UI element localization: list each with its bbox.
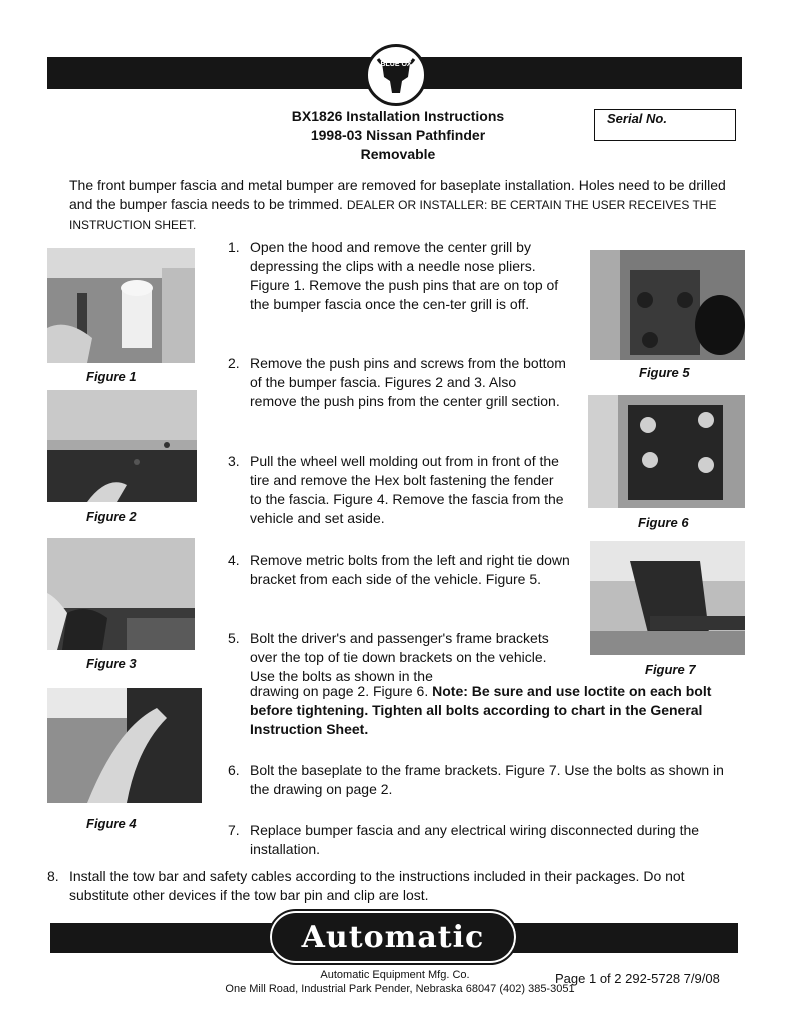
step-5-cont-text: drawing on page 2. Figure 6.: [250, 683, 429, 699]
step-4: [228, 551, 573, 609]
step-5-note: Note: Be sure and use loctite on each bolt before tightening. Tighten all bolts according to chart in the General Instruction Sheet.: [250, 683, 712, 737]
intro-text: The front bumper fascia and metal bumper are removed for baseplate installation. Holes need to be drilled and the bumper fascia needs to be trimmed.: [69, 177, 726, 212]
serial-number-box: [594, 109, 736, 141]
figure-7-caption: Figure 7: [645, 662, 696, 677]
step-2-text: Remove the push pins and screws from the bottom of the bumper fascia. Figures 2 and 3. Also remove the push pins from the center grill section.: [250, 355, 566, 409]
figure-3-caption: Figure 3: [86, 656, 137, 671]
title-line-2: 1998-03 Nissan Pathfinder: [310, 127, 486, 143]
step-5-text: Bolt the driver's and passenger's frame brackets over the top of tie down brackets on the vehicle. Use the bolts as shown in the: [250, 630, 549, 684]
step-3-number: 3.: [228, 453, 240, 469]
step-7: [228, 821, 728, 861]
figure-6-caption: Figure 6: [638, 515, 689, 530]
step-5-number: 5.: [228, 630, 240, 646]
automatic-logo-text: Automatic: [301, 920, 485, 955]
footer-address: One Mill Road, Industrial Park Pender, Nebraska 68047 (402) 385-3051: [225, 983, 575, 995]
footer-company: Automatic Equipment Mfg. Co.: [320, 969, 470, 981]
figure-6-photo: [588, 395, 745, 508]
step-1-number: 1.: [228, 239, 240, 255]
step-7-number: 7.: [228, 822, 240, 838]
figure-3-photo: [47, 538, 195, 650]
step-6-number: 6.: [228, 762, 240, 778]
intro-paragraph: [69, 176, 745, 235]
figure-4-caption: Figure 4: [86, 816, 137, 831]
figure-7-photo: [590, 541, 745, 655]
step-6: [228, 761, 728, 801]
step-1-text: Open the hood and remove the center grill by depressing the clips with a needle nose pliers. Figure 1. Remove the push pins that are on top of the bumper fascia once the cen-ter grill is off.: [250, 239, 559, 312]
step-5: [228, 629, 558, 687]
step-4-number: 4.: [228, 552, 240, 568]
step-4-text: Remove metric bolts from the left and right tie down bracket from each side of the vehicle. Figure 5.: [250, 552, 570, 587]
figure-2-caption: Figure 2: [86, 509, 137, 524]
intro-notice: DEALER OR INSTALLER: BE CERTAIN THE USER RECEIVES THE INSTRUCTION SHEET.: [69, 198, 717, 232]
title-line-1: BX1826 Installation Instructions: [291, 108, 505, 124]
step-6-text: Bolt the baseplate to the frame brackets. Figure 7. Use the bolts as shown in the drawing on page 2.: [250, 762, 724, 797]
step-3: [228, 452, 568, 528]
step-7-text: Replace bumper fascia and any electrical wiring disconnected during the installation.: [250, 822, 700, 857]
step-5-continued: [250, 682, 750, 739]
automatic-logo: [270, 911, 516, 963]
logo-text: BLUE OX: [380, 61, 412, 68]
figure-1-photo: [47, 248, 195, 363]
figure-4-photo: [47, 688, 202, 803]
figure-1-caption: Figure 1: [86, 369, 137, 384]
figure-2-photo: [47, 390, 197, 502]
title-line-3: Removable: [360, 146, 436, 162]
step-2-number: 2.: [228, 355, 240, 371]
blue-ox-logo: [365, 44, 427, 106]
step-8-number: 8.: [47, 868, 59, 884]
step-3-text: Pull the wheel well molding out from in front of the tire and remove the Hex bolt fastening the fender to the fascia. Figure 4. Remove the fascia from the vehicle and set aside.: [250, 453, 564, 526]
step-1: [228, 238, 563, 334]
serial-label: Serial No.: [607, 111, 667, 126]
step-8-text: Install the tow bar and safety cables according to the instructions included in their packages. Do not substitute other devices if the tow bar pin and clip are lost.: [69, 868, 685, 903]
figure-5-caption: Figure 5: [639, 365, 690, 380]
step-8: [47, 867, 747, 907]
figure-5-photo: [590, 250, 745, 360]
page-info: Page 1 of 2 292-5728 7/9/08: [555, 971, 720, 986]
step-2: [228, 354, 568, 430]
